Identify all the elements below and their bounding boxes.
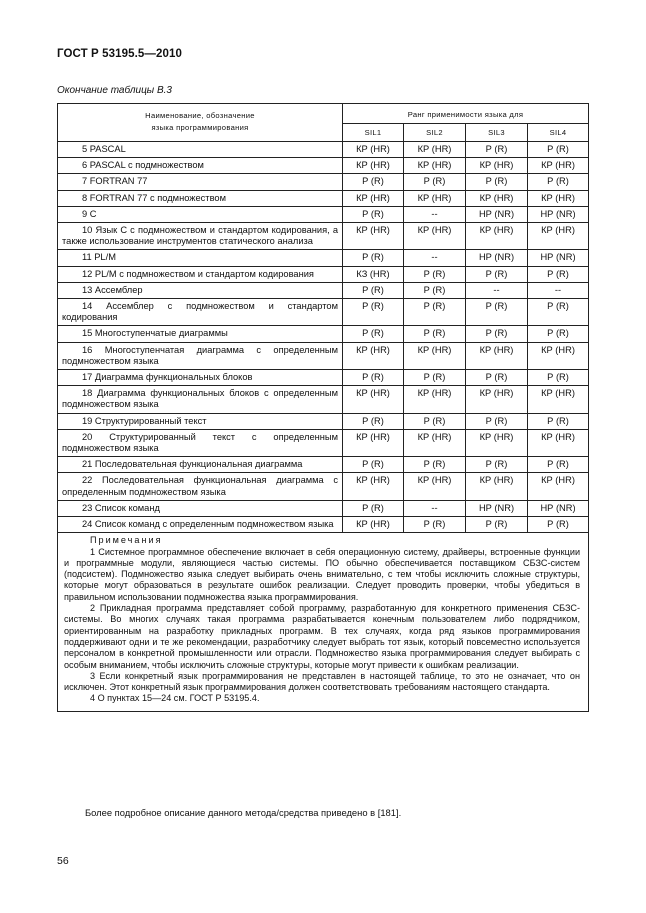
table-row (58, 517, 589, 533)
table-row (58, 142, 589, 158)
language-name: 6 PASCAL с подмножеством (82, 160, 204, 171)
language-name-cell (58, 174, 343, 190)
language-name: 22 Последовательная функциональная диаграмма с определенным подмножеством языка (62, 475, 338, 497)
rank-cell-sil2: КР (HR) (404, 473, 466, 500)
table-row (58, 266, 589, 282)
table-row (58, 429, 589, 456)
rank-cell-sil1: КР (HR) (343, 190, 404, 206)
rank-cell-sil1: КР (HR) (343, 223, 404, 250)
rank-cell-sil3: КР (HR) (466, 342, 528, 369)
language-name-cell (58, 500, 343, 516)
rank-cell-sil3: КР (HR) (466, 429, 528, 456)
rank-cell-sil3: НР (NR) (466, 250, 528, 266)
rank-cell-sil1: Р (R) (343, 206, 404, 222)
rank-cell-sil2: КР (HR) (404, 142, 466, 158)
rank-cell-sil3: Р (R) (466, 174, 528, 190)
table-row (58, 206, 589, 222)
table-row (58, 223, 589, 250)
rank-cell-sil1: Р (R) (343, 457, 404, 473)
table-row (58, 282, 589, 298)
rank-cell-sil4: Р (R) (528, 326, 589, 342)
rank-cell-sil3: Р (R) (466, 266, 528, 282)
rank-cell-sil3: Р (R) (466, 517, 528, 533)
notes-title: Примечания (90, 535, 163, 546)
language-name-cell (58, 206, 343, 222)
rank-cell-sil4: КР (HR) (528, 386, 589, 413)
rank-cell-sil3: КР (HR) (466, 158, 528, 174)
rank-cell-sil4: НР (NR) (528, 206, 589, 222)
rank-cell-sil1: Р (R) (343, 413, 404, 429)
rank-cell-sil2: Р (R) (404, 266, 466, 282)
language-name: 8 FORTRAN 77 с подмножеством (82, 192, 226, 203)
rank-cell-sil3: НР (NR) (466, 500, 528, 516)
rank-cell-sil3: КР (HR) (466, 386, 528, 413)
language-name: 13 Ассемблер (82, 284, 143, 295)
column-header-sil4: SIL4 (528, 124, 589, 142)
rank-cell-sil2: Р (R) (404, 370, 466, 386)
column-header-sil2: SIL2 (404, 124, 466, 142)
rank-cell-sil1: Р (R) (343, 500, 404, 516)
column-header-sil1: SIL1 (343, 124, 404, 142)
language-name: 12 PL/M с подмножеством и стандартом кодирования (82, 268, 314, 279)
rank-cell-sil4: НР (NR) (528, 500, 589, 516)
rank-cell-sil4: -- (528, 282, 589, 298)
language-name-cell (58, 370, 343, 386)
rank-cell-sil4: КР (HR) (528, 473, 589, 500)
rank-cell-sil1: Р (R) (343, 370, 404, 386)
rank-cell-sil2: КР (HR) (404, 429, 466, 456)
rank-cell-sil1: КР (HR) (343, 429, 404, 456)
rank-cell-sil4: НР (NR) (528, 250, 589, 266)
language-name: 19 Структурированный текст (82, 415, 207, 426)
table-row (58, 413, 589, 429)
language-name-cell (58, 386, 343, 413)
rank-cell-sil1: КР (HR) (343, 342, 404, 369)
rank-cell-sil3: Р (R) (466, 142, 528, 158)
rank-cell-sil2: -- (404, 500, 466, 516)
language-name-cell (58, 266, 343, 282)
language-name-cell (58, 413, 343, 429)
rank-cell-sil3: Р (R) (466, 299, 528, 326)
closing-note: Более подробное описание данного метода/средства приведено в [181]. (85, 807, 402, 818)
rank-cell-sil4: Р (R) (528, 142, 589, 158)
rank-cell-sil2: Р (R) (404, 282, 466, 298)
rank-cell-sil4: Р (R) (528, 457, 589, 473)
language-name-cell (58, 190, 343, 206)
rank-cell-sil2: Р (R) (404, 517, 466, 533)
language-name: 21 Последовательная функциональная диаграмма (82, 459, 303, 470)
rank-cell-sil3: КР (HR) (466, 473, 528, 500)
rank-cell-sil4: КР (HR) (528, 190, 589, 206)
language-name: 18 Диаграмма функциональных блоков с определенным подмножеством языка (62, 388, 338, 410)
rank-cell-sil3: НР (NR) (466, 206, 528, 222)
rank-cell-sil3: Р (R) (466, 457, 528, 473)
language-name-cell (58, 457, 343, 473)
language-name: 17 Диаграмма функциональных блоков (82, 372, 253, 383)
notes-row (58, 533, 589, 711)
table-row (58, 386, 589, 413)
column-header-language-line1: Наименование, обозначение (145, 111, 255, 120)
rank-cell-sil1: Р (R) (343, 299, 404, 326)
note-2: 2 Прикладная программа представляет собой программу, разработанную для конкретного применения СБЗС-системы. Во многих случаях такая программа разрабатывается конечным пользователем либо подрядчиком, ориентированным на разработку прикладных программ. В тех случаях, когда ряд языков программирования поддерживают одни и те же рекомендации, разработчику следует выбрать тот язык, который повсеместно используется персоналом в конкретной промышленности или отрасли. Подмножество языка программирования следует выбирать с особым вниманием, чтобы исключить сложные структуры, которые могут привести к ошибкам реализации. (64, 603, 581, 670)
rank-cell-sil1: КР (HR) (343, 473, 404, 500)
rank-cell-sil4: КР (HR) (528, 342, 589, 369)
page-number: 56 (57, 855, 69, 867)
language-name: 14 Ассемблер с подмножеством и стандартом кодирования (62, 301, 338, 323)
rank-cell-sil1: Р (R) (343, 326, 404, 342)
rank-cell-sil3: Р (R) (466, 370, 528, 386)
language-name-cell (58, 282, 343, 298)
language-name: 23 Список команд (82, 502, 160, 513)
note-3: 3 Если конкретный язык программирования не представлен в настоящей таблице, то это не означает, что он исключен. Этот конкретный язык программирования должен соответствовать требованиям настоящего стандарта. (64, 670, 581, 693)
table-row (58, 457, 589, 473)
rank-cell-sil1: КР (HR) (343, 158, 404, 174)
language-name: 24 Список команд с определенным подмножеством языка (82, 519, 334, 530)
rank-cell-sil1: Р (R) (343, 174, 404, 190)
rank-cell-sil4: Р (R) (528, 413, 589, 429)
column-header-language (58, 104, 343, 142)
rank-cell-sil2: КР (HR) (404, 190, 466, 206)
language-name-cell (58, 299, 343, 326)
rank-cell-sil1: КР (HR) (343, 142, 404, 158)
language-name-cell (58, 473, 343, 500)
rank-cell-sil4: КР (HR) (528, 429, 589, 456)
column-header-language-line2: языка программирования (151, 123, 249, 132)
language-name: 5 PASCAL (82, 144, 126, 154)
rank-cell-sil2: Р (R) (404, 174, 466, 190)
language-name-cell (58, 250, 343, 266)
note-4: 4 О пунктах 15—24 см. ГОСТ Р 53195.4. (90, 693, 260, 704)
language-name-cell (58, 517, 343, 533)
language-name: 20 Структурированный текст с определенным подмножеством языка (62, 431, 338, 454)
rank-cell-sil2: КР (HR) (404, 386, 466, 413)
table-row (58, 500, 589, 516)
standard-header: ГОСТ Р 53195.5—2010 (57, 48, 182, 60)
rank-cell-sil3: Р (R) (466, 413, 528, 429)
note-1: 1 Системное программное обеспечение включает в себя операционную систему, драйверы, встроенные функции и программные модули, являющиеся частью системы. ПО обычно обеспечивается поставщиком СБЗС-систем (подсистем). Подмножество языка следует выбирать очень внимательно, с тем чтобы исключить сложные структуры, которые могут образоваться в результате ошибок реализации. Следует проводить проверки, чтобы убедиться в правильном использовании подмножества языка программирования. (64, 546, 581, 602)
rank-cell-sil4: Р (R) (528, 266, 589, 282)
table-row (58, 370, 589, 386)
language-name-cell (58, 142, 343, 158)
rank-cell-sil1: Р (R) (343, 282, 404, 298)
language-name: 7 FORTRAN 77 (82, 176, 148, 187)
table-row (58, 190, 589, 206)
table-row (58, 342, 589, 369)
table-row (58, 299, 589, 326)
table-row (58, 158, 589, 174)
rank-cell-sil2: Р (R) (404, 457, 466, 473)
table-body (58, 142, 589, 533)
language-name-cell (58, 158, 343, 174)
rank-cell-sil3: Р (R) (466, 326, 528, 342)
table-row (58, 174, 589, 190)
language-name: 10 Язык С с подмножеством и стандартом кодирования, а также использование инструментов статического анализа (62, 225, 338, 247)
table-row (58, 326, 589, 342)
language-name-cell (58, 223, 343, 250)
rank-cell-sil2: -- (404, 206, 466, 222)
rank-cell-sil3: КР (HR) (466, 190, 528, 206)
rank-cell-sil3: -- (466, 282, 528, 298)
table-row (58, 473, 589, 500)
rank-cell-sil3: КР (HR) (466, 223, 528, 250)
table-row (58, 250, 589, 266)
rank-cell-sil2: КР (HR) (404, 158, 466, 174)
column-header-sil3: SIL3 (466, 124, 528, 142)
language-name: 15 Многоступенчатые диаграммы (82, 328, 228, 339)
language-name-cell (58, 429, 343, 456)
column-header-rank: Ранг применимости языка для (343, 104, 589, 124)
rank-cell-sil2: -- (404, 250, 466, 266)
language-name: 16 Многоступенчатая диаграмма с определенным подмножеством языка (62, 344, 338, 366)
table-caption: Окончание таблицы В.3 (57, 85, 172, 96)
language-name-cell (58, 342, 343, 369)
rank-cell-sil4: Р (R) (528, 517, 589, 533)
rank-cell-sil2: КР (HR) (404, 223, 466, 250)
rank-cell-sil4: Р (R) (528, 299, 589, 326)
rank-cell-sil2: Р (R) (404, 326, 466, 342)
notes-cell (58, 533, 589, 711)
rank-cell-sil1: КР (HR) (343, 517, 404, 533)
language-name-cell (58, 326, 343, 342)
rank-cell-sil4: КР (HR) (528, 158, 589, 174)
language-name: 9 С (82, 208, 97, 219)
rank-cell-sil4: Р (R) (528, 174, 589, 190)
language-applicability-table (57, 103, 589, 712)
rank-cell-sil2: Р (R) (404, 299, 466, 326)
rank-cell-sil1: КР (HR) (343, 386, 404, 413)
table-header-row (58, 104, 589, 124)
rank-cell-sil2: КР (HR) (404, 342, 466, 369)
language-name: 11 PL/M (82, 252, 116, 263)
rank-cell-sil1: КЗ (HR) (343, 266, 404, 282)
rank-cell-sil1: Р (R) (343, 250, 404, 266)
rank-cell-sil4: КР (HR) (528, 223, 589, 250)
rank-cell-sil2: Р (R) (404, 413, 466, 429)
rank-cell-sil4: Р (R) (528, 370, 589, 386)
